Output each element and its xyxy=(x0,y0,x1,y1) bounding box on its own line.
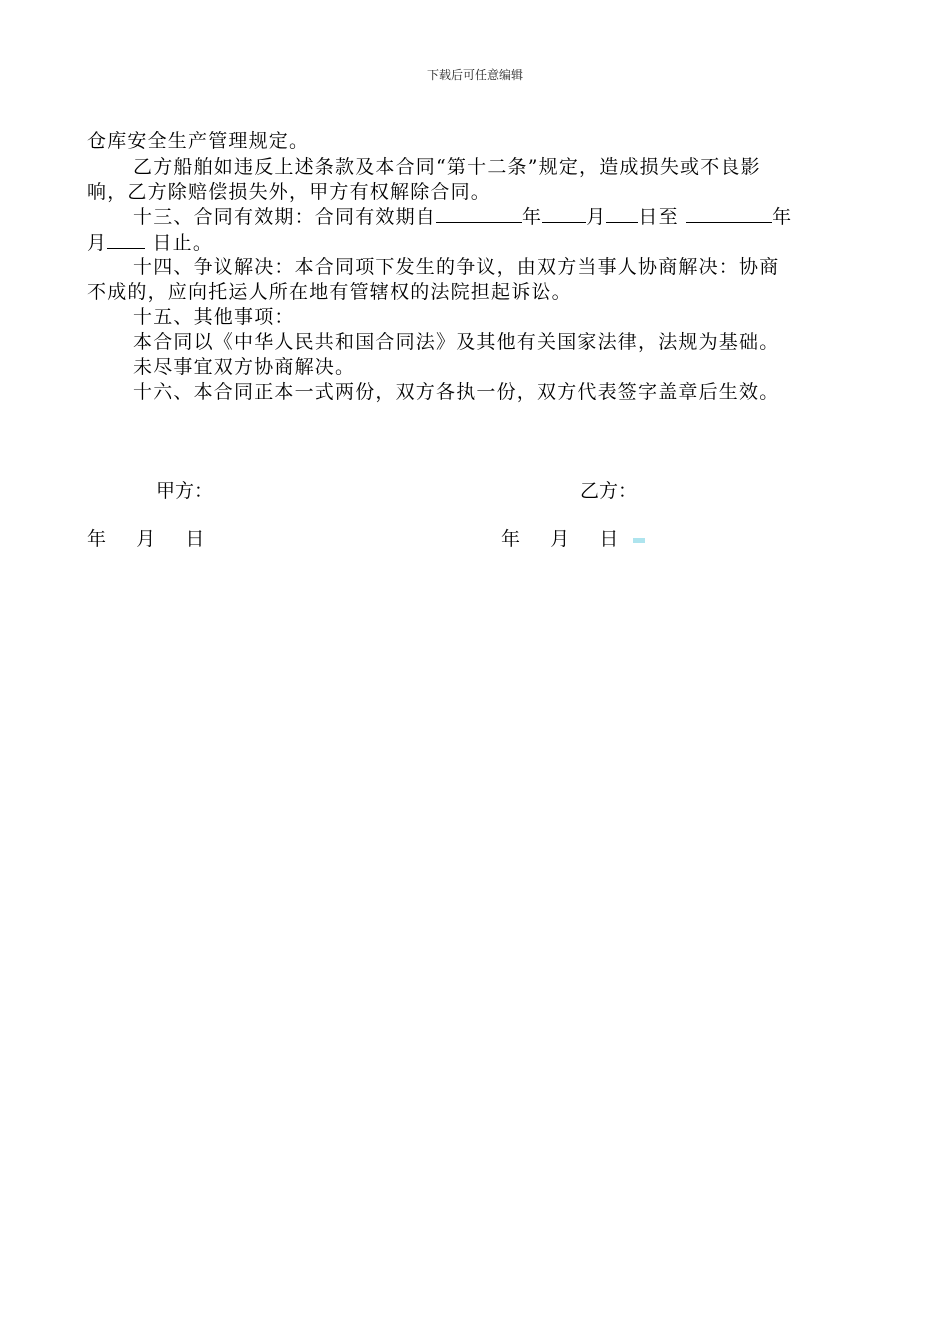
validity-text: 十三、合同有效期：合同有效期自 xyxy=(133,206,437,228)
blank-end-month[interactable] xyxy=(107,231,145,249)
body-line-6: 十四、争议解决：本合同项下发生的争议，由双方当事人协商解决：协商 xyxy=(133,256,780,278)
year-label-end: 年 xyxy=(772,206,793,228)
body-line-1: 仓库安全生产管理规定。 xyxy=(87,130,310,152)
body-line-10: 未尽事宜双方协商解决。 xyxy=(133,356,356,378)
party-b-label: 乙方： xyxy=(580,480,638,502)
body-line-7: 不成的，应向托运人所在地有管辖权的法院担起诉讼。 xyxy=(87,281,572,303)
text-cursor-marker xyxy=(633,538,645,543)
party-a-label: 甲方： xyxy=(156,480,214,502)
body-line-3: 响，乙方除赔偿损失外，甲方有权解除合同。 xyxy=(87,181,492,203)
body-line-5 xyxy=(87,228,213,255)
body-line-8: 十五、其他事项： xyxy=(133,306,295,328)
body-line-11: 十六、本合同正本一式两份，双方各执一份，双方代表签字盖章后生效。 xyxy=(133,381,780,403)
body-line-9: 本合同以《中华人民共和国合同法》及其他有关国家法律，法规为基础。 xyxy=(133,331,780,353)
page-header: 下载后可任意编辑 xyxy=(426,68,523,82)
body-line-4 xyxy=(133,202,792,229)
blank-start-month[interactable] xyxy=(542,205,586,223)
month-label: 月 xyxy=(586,206,607,228)
day-end-label: 日止。 xyxy=(145,232,214,254)
blank-start-year[interactable] xyxy=(436,205,522,223)
party-a-date: 年 月 日 xyxy=(87,528,205,550)
body-line-2: 乙方船舶如违反上述条款及本合同“第十二条”规定，造成损失或不良影 xyxy=(133,156,761,178)
blank-start-day[interactable] xyxy=(606,205,638,223)
blank-end-year[interactable] xyxy=(686,205,772,223)
day-to-label: 日至 xyxy=(638,206,679,228)
party-b-date: 年 月 日 xyxy=(501,528,619,550)
month-label-end: 月 xyxy=(87,232,108,254)
year-label: 年 xyxy=(522,206,543,228)
